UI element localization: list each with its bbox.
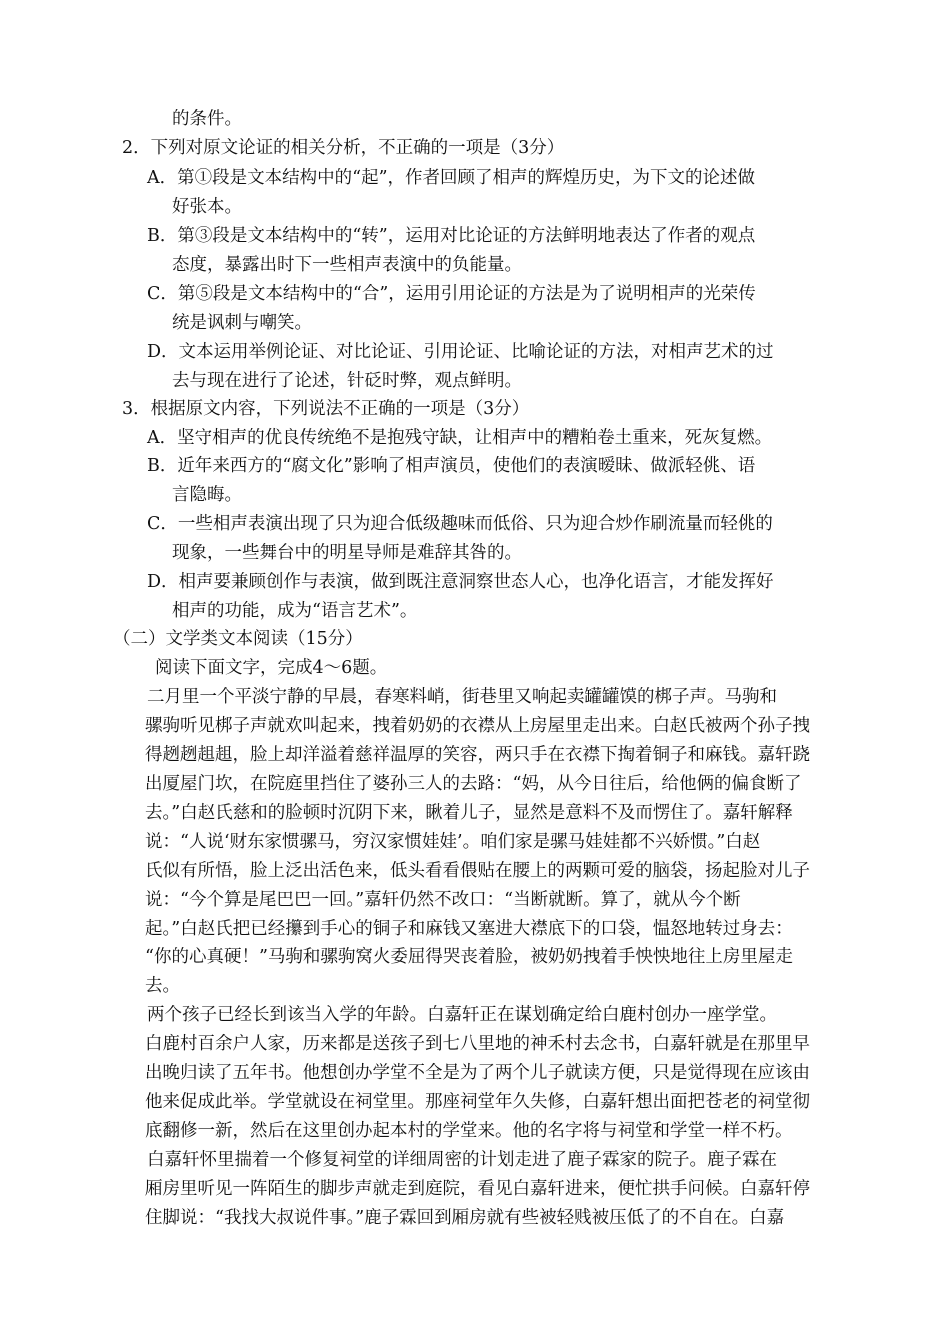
q3-option-b-line1: B．近年来西方的“腐文化”影响了相声演员，使他们的表演暧昧、做派轻佻、语 xyxy=(147,456,756,476)
q2-option-a-line2: 好张本。 xyxy=(172,197,242,217)
q3-option-b-line2: 言隐晦。 xyxy=(172,485,242,505)
passage-p1-line: 去。”白赵氏慈和的脸顿时沉阴下来，瞅着儿子，显然是意料不及而愣住了。嘉轩解释 xyxy=(145,803,793,823)
q3-option-a-line1: A．坚守相声的优良传统绝不是抱残守缺，让相声中的糟粕卷土重来，死灰复燃。 xyxy=(147,428,773,448)
passage-p3-line: 住脚说：“我找大叔说件事。”鹿子霖回到厢房就有些被轻贱被压低了的不自在。白嘉 xyxy=(145,1208,785,1228)
q2-option-c-line1: C．第⑤段是文本结构中的“合”，运用引用论证的方法是为了说明相声的光荣传 xyxy=(147,284,756,304)
q2-option-c-line2: 统是讽刺与嘲笑。 xyxy=(172,313,312,333)
passage-p2-line: 两个孩子已经长到该当入学的年龄。白嘉轩正在谋划确定给白鹿村创办一座学堂。 xyxy=(147,1005,777,1025)
q2-option-a-line1: A．第①段是文本结构中的“起”，作者回顾了相声的辉煌历史，为下文的论述做 xyxy=(147,168,756,188)
q3-option-d-line1: D．相声要兼顾创作与表演，做到既注意洞察世态人心，也净化语言，才能发挥好 xyxy=(147,572,774,592)
q3-option-d-line2: 相声的功能，成为“语言艺术”。 xyxy=(172,601,418,621)
passage-p1-line: 说：“人说‘财东家惯骡马，穷汉家惯娃娃’。咱们家是骡马娃娃都不兴娇惯。”白赵 xyxy=(145,832,761,852)
passage-p1-line: 得趔趔趄趄，脸上却洋溢着慈祥温厚的笑容，两只手在衣襟下掏着铜子和麻钱。嘉轩跷 xyxy=(145,745,810,765)
q3-stem: 3．根据原文内容，下列说法不正确的一项是（3分） xyxy=(122,399,530,419)
q2-option-b-line1: B．第③段是文本结构中的“转”，运用对比论证的方法鲜明地表达了作者的观点 xyxy=(147,226,756,246)
passage-p1-line: 起。”白赵氏把已经攥到手心的铜子和麻钱又塞进大襟底下的口袋，愠怒地转过身去： xyxy=(145,919,793,939)
passage-p2-line: 他来促成此举。学堂就设在祠堂里。那座祠堂年久失修，白嘉轩想出面把苍老的祠堂彻 xyxy=(145,1092,810,1112)
passage-p3-line: 白嘉轩怀里揣着一个修复祠堂的详细周密的计划走进了鹿子霖家的院子。鹿子霖在 xyxy=(147,1150,777,1170)
section-heading: （二）文学类文本阅读（15分） xyxy=(113,629,363,649)
q3-option-c-line2: 现象，一些舞台中的明星导师是难辞其咎的。 xyxy=(172,543,522,563)
passage-p1-line: 去。 xyxy=(145,976,180,996)
reading-instruction: 阅读下面文字，完成4～6题。 xyxy=(155,658,388,678)
passage-p1-line: 二月里一个平淡宁静的早晨，春寒料峭，街巷里又响起卖罐罐馍的梆子声。马驹和 xyxy=(147,687,777,707)
passage-p3-line: 厢房里听见一阵陌生的脚步声就走到庭院，看见白嘉轩进来，便忙拱手问候。白嘉轩停 xyxy=(145,1179,810,1199)
passage-p1-line: 说：“今个算是尾巴巴一回。”嘉轩仍然不改口：“当断就断。算了，就从今个断 xyxy=(145,890,741,910)
passage-p2-line: 白鹿村百余户人家，历来都是送孩子到七八里地的神禾村去念书，白嘉轩就是在那里早 xyxy=(145,1034,810,1054)
q2-stem: 2．下列对原文论证的相关分析，不正确的一项是（3分） xyxy=(122,138,565,158)
passage-p1-line: 骡驹听见梆子声就欢叫起来，拽着奶奶的衣襟从上房屋里走出来。白赵氏被两个孙子拽 xyxy=(145,716,810,736)
passage-p1-line: “你的心真硬！”马驹和骡驹窝火委屈得哭丧着脸，被奶奶拽着手怏怏地往上房里屋走 xyxy=(145,947,793,967)
passage-p2-line: 底翻修一新，然后在这里创办起本村的学堂来。他的名字将与祠堂和学堂一样不朽。 xyxy=(145,1121,793,1141)
q1-tail: 的条件。 xyxy=(172,109,242,129)
passage-p2-line: 出晚归读了五年书。他想创办学堂不全是为了两个儿子就读方便，只是觉得现在应该由 xyxy=(145,1063,810,1083)
q3-option-c-line1: C．一些相声表演出现了只为迎合低级趣味而低俗、只为迎合炒作刷流量而轻佻的 xyxy=(147,514,773,534)
passage-p1-line: 氏似有所悟，脸上泛出活色来，低头看看偎贴在腰上的两颗可爱的脑袋，扬起脸对儿子 xyxy=(145,861,810,881)
q2-option-b-line2: 态度，暴露出时下一些相声表演中的负能量。 xyxy=(172,255,522,275)
q2-option-d-line1: D．文本运用举例论证、对比论证、引用论证、比喻论证的方法，对相声艺术的过 xyxy=(147,342,774,362)
q2-option-d-line2: 去与现在进行了论述，针砭时弊，观点鲜明。 xyxy=(172,371,522,391)
passage-p1-line: 出厦屋门坎，在院庭里挡住了婆孙三人的去路：“妈，从今日往后，给他俩的偏食断了 xyxy=(145,774,802,794)
